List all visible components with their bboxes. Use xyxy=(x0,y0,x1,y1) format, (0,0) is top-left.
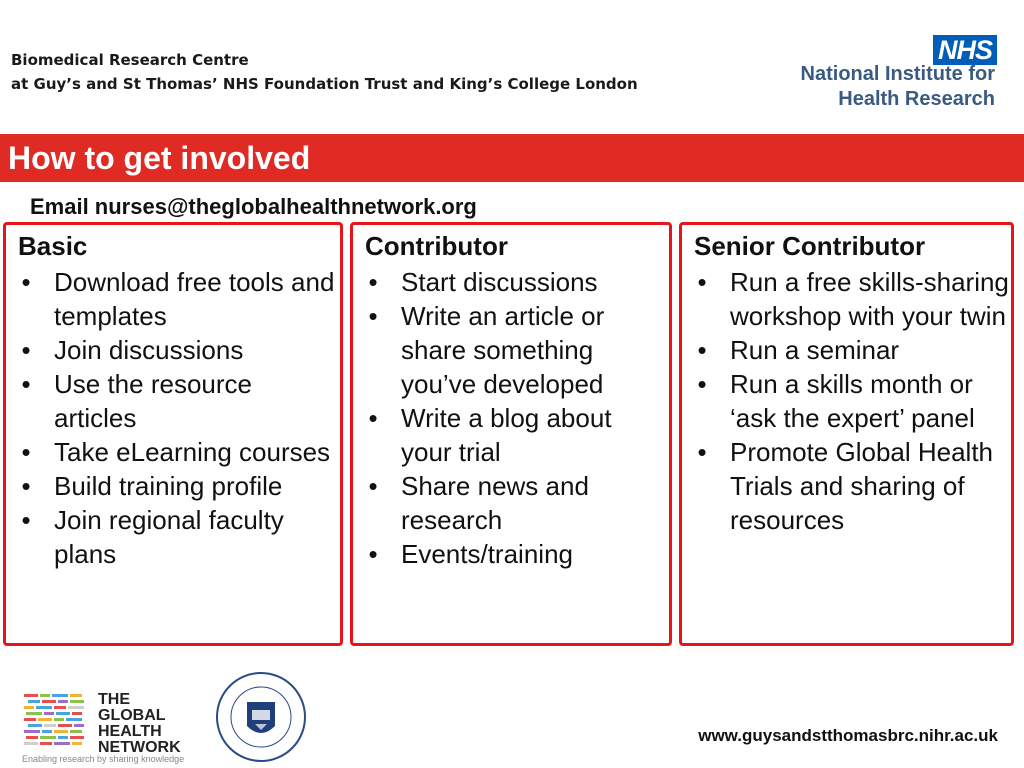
list-item xyxy=(16,469,338,503)
column-list xyxy=(692,265,1009,537)
page-title: How to get involved xyxy=(8,140,311,176)
column-title: Basic xyxy=(18,231,88,261)
list-item-text: Use the resource articles xyxy=(54,369,252,433)
bullet-icon: • xyxy=(368,539,378,569)
list-item-text: Join discussions xyxy=(54,335,244,365)
list-item xyxy=(16,265,338,333)
column-basic xyxy=(3,222,343,646)
title-bar xyxy=(0,134,1024,182)
nihr-logo-line-2: Health Research xyxy=(838,88,995,110)
list-item xyxy=(692,435,1009,537)
bullet-icon: • xyxy=(21,437,31,467)
bullet-icon: • xyxy=(368,403,378,433)
organization-header xyxy=(11,48,638,96)
list-item-text: Start discussions xyxy=(401,267,598,297)
tghn-line-1: THE xyxy=(98,691,130,708)
contact-email: Email nurses@theglobalhealthnetwork.org xyxy=(30,194,477,219)
list-item-text: Download free tools and templates xyxy=(54,267,335,331)
list-item xyxy=(16,333,338,367)
tghn-wordmark xyxy=(98,692,181,756)
bullet-icon: • xyxy=(368,301,378,331)
column-title: Contributor xyxy=(365,231,508,261)
list-item xyxy=(16,503,338,571)
list-item-text: Build training profile xyxy=(54,471,283,501)
tghn-line-3: HEALTH xyxy=(98,723,162,740)
list-item xyxy=(363,537,667,571)
bullet-icon: • xyxy=(697,369,707,399)
list-item-text: Take eLearning courses xyxy=(54,437,331,467)
list-item-text: Promote Global Health Trials and sharing of resources xyxy=(730,437,994,535)
list-item-text: Events/training xyxy=(401,539,573,569)
column-contributor xyxy=(350,222,672,646)
column-senior-contributor xyxy=(679,222,1014,646)
list-item xyxy=(692,367,1009,435)
list-item-text: Run a seminar xyxy=(730,335,900,365)
university-seal-icon xyxy=(214,670,308,764)
footer-url: www.guysandstthomasbrc.nihr.ac.uk xyxy=(698,726,998,745)
list-item xyxy=(363,469,667,537)
list-item-text: Run a skills month or ‘ask the expert’ panel xyxy=(730,369,975,433)
list-item-text: Write a blog about your trial xyxy=(401,403,612,467)
list-item xyxy=(16,367,338,435)
nihr-logo-line-1: National Institute for xyxy=(800,63,995,85)
column-title: Senior Contributor xyxy=(694,231,926,261)
column-list xyxy=(363,265,667,571)
bullet-icon: • xyxy=(697,267,707,297)
list-item xyxy=(363,299,667,401)
bullet-icon: • xyxy=(21,505,31,535)
list-item xyxy=(363,401,667,469)
bullet-icon: • xyxy=(697,335,707,365)
list-item xyxy=(692,265,1009,333)
list-item xyxy=(16,435,338,469)
list-item-text: Share news and research xyxy=(401,471,589,535)
list-item-text: Write an article or share something you’ve developed xyxy=(401,301,605,399)
global-health-network-logo xyxy=(22,690,185,766)
network-mosaic-icon xyxy=(22,690,92,752)
list-item-text: Run a free skills-sharing workshop with your twin xyxy=(730,267,1009,331)
bullet-icon: • xyxy=(368,267,378,297)
org-line-2: at Guy’s and St Thomas’ NHS Foundation Trust and King’s College London xyxy=(11,75,638,93)
list-item xyxy=(692,333,1009,367)
tghn-line-2: GLOBAL xyxy=(98,707,166,724)
nihr-logo xyxy=(782,35,997,113)
bullet-icon: • xyxy=(21,471,31,501)
tghn-tagline: Enabling research by sharing knowledge xyxy=(22,754,185,764)
bullet-icon: • xyxy=(697,437,707,467)
list-item xyxy=(363,265,667,299)
bullet-icon: • xyxy=(21,335,31,365)
bullet-icon: • xyxy=(21,267,31,297)
nhs-badge: NHS xyxy=(933,35,997,65)
tghn-line-4: NETWORK xyxy=(98,739,181,756)
list-item-text: Join regional faculty plans xyxy=(54,505,284,569)
bullet-icon: • xyxy=(368,471,378,501)
column-list xyxy=(16,265,338,571)
org-line-1: Biomedical Research Centre xyxy=(11,51,249,69)
bullet-icon: • xyxy=(21,369,31,399)
